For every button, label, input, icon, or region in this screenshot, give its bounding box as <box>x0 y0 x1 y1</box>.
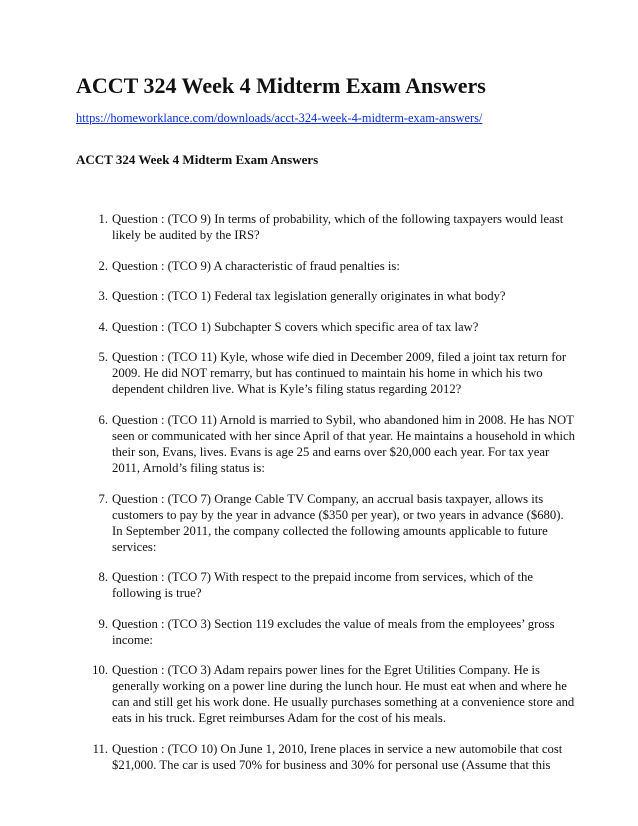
question-number: 8. <box>98 570 108 585</box>
question-item <box>76 288 576 304</box>
question-item <box>76 491 576 555</box>
question-number: 10. <box>92 663 108 678</box>
question-item <box>76 616 576 648</box>
question-number: 4. <box>98 319 108 334</box>
question-item <box>76 662 576 726</box>
source-link[interactable]: https://homeworklance.com/downloads/acct-324-week-4-midterm-exam-answers/ <box>76 111 483 125</box>
question-number: 7. <box>98 491 108 506</box>
question-item <box>76 211 576 243</box>
question-text: Question : (TCO 3) Section 119 excludes the value of meals from the employees’ gross income: <box>112 616 555 647</box>
question-item <box>76 569 576 601</box>
question-item <box>76 319 576 335</box>
question-number: 6. <box>98 412 108 427</box>
question-list <box>76 211 576 788</box>
question-text: Question : (TCO 9) A characteristic of fraud penalties is: <box>112 258 400 273</box>
question-text: Question : (TCO 11) Arnold is married to Sybil, who abandoned him in 2008. He has NOT seen or communicated with her since April of that year. He maintains a household in which their son, Evans, lives. Evans is age 25 and earns over $20,000 each year. For tax year 2011, Arnold’s filing status is: <box>112 412 575 475</box>
question-number: 3. <box>98 289 108 304</box>
question-item <box>76 741 576 773</box>
question-number: 1. <box>98 212 108 226</box>
question-number: 5. <box>98 350 108 365</box>
question-text: Question : (TCO 7) With respect to the prepaid income from services, which of the following is true? <box>112 570 533 601</box>
question-text: Question : (TCO 1) Federal tax legislation generally originates in what body? <box>112 289 506 304</box>
question-item <box>76 349 576 397</box>
question-text: Question : (TCO 11) Kyle, whose wife died in December 2009, filed a joint tax return for 2009. He did NOT remarry, but has continued to maintain his home in which his two dependent children live. What is Kyle’s filing status regarding 2012? <box>112 350 567 397</box>
question-text: Question : (TCO 3) Adam repairs power lines for the Egret Utilities Company. He is generally working on a power line during the lunch hour. He must eat when and where he can and still get his work done. He usually purchases something at a convenience store and eats in his truck. Egret reimburses Adam for the cost of his meals. <box>112 663 575 726</box>
question-text: Question : (TCO 1) Subchapter S covers which specific area of tax law? <box>112 319 479 334</box>
question-text: Question : (TCO 9) In terms of probability, which of the following taxpayers would least likely be audited by the IRS? <box>112 212 564 242</box>
question-text: Question : (TCO 7) Orange Cable TV Company, an accrual basis taxpayer, allows its customers to pay by the year in advance ($350 per year), or two years in advance ($680). In September 2011, the company collected the following amounts applicable to future services: <box>112 491 564 554</box>
question-number: 11. <box>92 741 108 756</box>
question-text: Question : (TCO 10) On June 1, 2010, Irene places in service a new automobile that cost $21,000. The car is used 70% for business and 30% for personal use (Assume that this <box>112 741 563 772</box>
question-item <box>76 258 576 274</box>
question-number: 2. <box>98 258 108 273</box>
question-item <box>76 412 576 476</box>
section-heading: ACCT 324 Week 4 Midterm Exam Answers <box>76 152 319 167</box>
document-title: ACCT 324 Week 4 Midterm Exam Answers <box>76 73 486 98</box>
question-number: 9. <box>98 616 108 631</box>
